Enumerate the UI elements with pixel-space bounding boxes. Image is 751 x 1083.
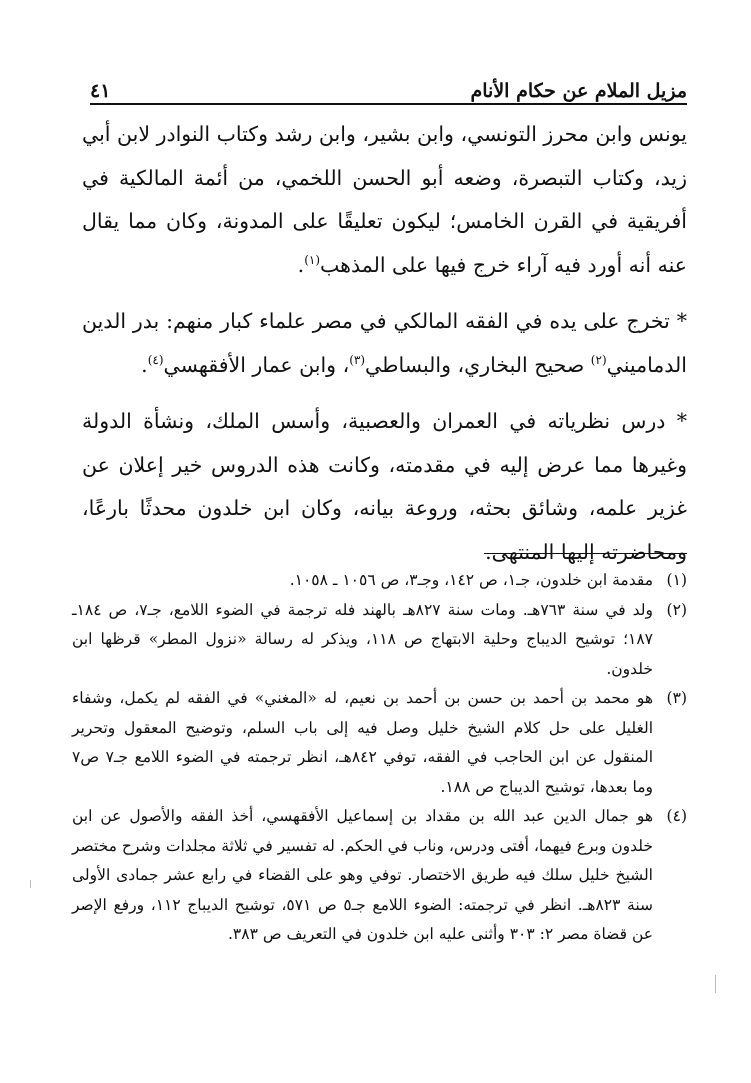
footnote-text: هو محمد بن أحمد بن حسن بن أحمد بن نعيم، له «المغني» في الفقه لم يكمل، وشفاء الغليل على حل كلام الشيخ خليل وصل فيه إلى باب السلم، وتوضيح المعقول وتحرير المنقول عن ابن الحاجب في الفقه، توفي ٨٤٢هـ، انظر ترجمته في الضوء اللامع جـ٧ ص٧ وما بعدها، توشيح الديباج ص ١٨٨. xyxy=(72,689,654,796)
main-text xyxy=(82,113,687,587)
footnote-number: (٣) xyxy=(666,689,687,707)
paragraph-1-text: يونس وابن محرز التونسي، وابن بشير، وابن رشد وكتاب النوادر لابن أبي زيد، وكتاب التبصرة، وضعه أبو الحسن اللخمي، من أئمة المالكية في أفريقية في القرن الخامس؛ ليكون تعليقًا على المدونة، وكان مما يقال عنه أنه أورد فيه آراء خرج فيها على المذهب xyxy=(82,122,687,277)
scan-mark xyxy=(715,975,716,993)
footnote-ref-1: (١) xyxy=(304,252,321,267)
running-header xyxy=(90,72,687,102)
footnote-ref-3: (٣) xyxy=(349,352,366,367)
footnote-separator xyxy=(484,553,687,554)
paragraph-3 xyxy=(82,400,687,574)
footnote-text: ولد في سنة ٧٦٣هـ. ومات سنة ٨٢٧هـ بالهند فله ترجمة في الضوء اللامع، جـ٧، ص ١٨٤ـ ١٨٧؛ توشيح الديباج وحلية الابتهاج ص ١١٨، ويذكر له رسالة «نزول المطر» قرظها ابن خلدون. xyxy=(72,600,653,678)
footnote-number: (٤) xyxy=(666,807,687,825)
footnote-4 xyxy=(72,802,687,950)
paragraph-2-seg3: ، وابن عمار الأفقهسي xyxy=(163,352,350,377)
page-number: ٤١ xyxy=(90,80,111,102)
paragraph-2 xyxy=(82,300,687,387)
footnotes xyxy=(72,566,687,950)
footnote-number: (١) xyxy=(666,571,687,589)
paragraph-2-seg2: صحيح البخاري، والبساطي xyxy=(365,352,591,377)
footnote-1 xyxy=(72,566,687,596)
footnote-text: هو جمال الدين عبد الله بن مقداد بن إسماعيل الأفقهسي، أخذ الفقه والأصول عن ابن خلدون وبرع فيهما، أفتى ودرس، وناب في الحكم. له تفسير في ثلاثة مجلدات وشرح مختصر الشيخ خليل سلك فيه طريق الاختصار. توفي وهو على القضاء في رابع عشر جمادى الأولى سنة ٨٢٣هـ. انظر في ترجمته: الضوء اللامع جـ٥ ص ٥٧١، توشيح الديباج ١١٢، ورفع الإصر عن قضاة مصر ٢: ٣٠٣ وأثنى عليه ابن خلدون في التعريف ص ٣٨٣. xyxy=(72,807,653,943)
paragraph-3-text: * درس نظرياته في العمران والعصبية، وأسس الملك، ونشأة الدولة وغيرها مما عرض إليه في مقدمته، وكانت هذه الدروس خير إعلان عن غزير علمه، وشائق بحثه، وروعة بيانه، وكان ابن خلدون محدثًا بارعًا، ومحاضرته إليها المنتهى. xyxy=(82,409,687,564)
footnote-ref-2: (٢) xyxy=(590,352,607,367)
footnote-2 xyxy=(72,596,687,685)
footnote-ref-4: (٤) xyxy=(147,352,164,367)
running-title: مزيل الملام عن حكام الأنام xyxy=(470,80,687,102)
scan-mark xyxy=(30,880,31,888)
paragraph-2-tail: . xyxy=(141,352,148,377)
paragraph-2-seg1: * تخرج على يده في الفقه المالكي في مصر علماء كبار منهم: بدر الدين الدماميني xyxy=(82,309,687,377)
paragraph-1-tail: . xyxy=(297,252,305,277)
footnote-3 xyxy=(72,684,687,802)
footnote-text: مقدمة ابن خلدون، جـ١، ص ١٤٢، وجـ٣، ص ١٠٥٦ ـ ١٠٥٨. xyxy=(289,571,653,589)
footnote-number: (٢) xyxy=(666,600,687,619)
header-rule xyxy=(90,103,687,105)
paragraph-1 xyxy=(82,113,687,287)
